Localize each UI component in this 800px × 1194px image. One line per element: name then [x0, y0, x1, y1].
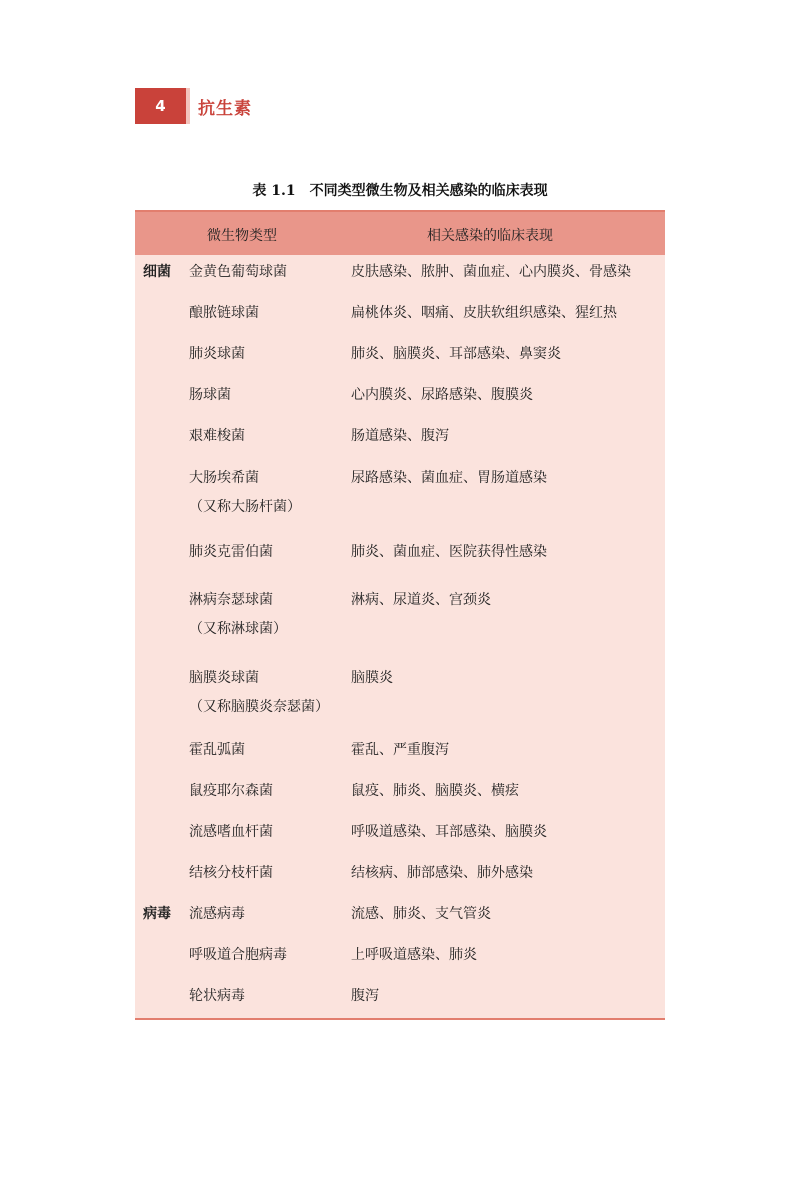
row-organism — [189, 941, 287, 970]
row-organism — [189, 538, 273, 567]
organism-alias-note: （又称脑膜炎奈瑟菌） — [189, 699, 329, 715]
organism-name: 鼠疫耶尔森菌 — [189, 783, 273, 799]
row-manifestations: 霍乱、严重腹泻 — [351, 742, 449, 758]
page-number-badge: 4 — [135, 88, 186, 124]
table-caption — [135, 180, 665, 200]
row-organism — [189, 818, 273, 847]
row-manifestations: 肠道感染、腹泻 — [351, 428, 449, 444]
row-category: 病毒 — [143, 906, 171, 922]
row-organism — [189, 340, 245, 369]
microbe-infection-table — [135, 210, 665, 1020]
organism-name: 酿脓链球菌 — [189, 305, 259, 321]
row-manifestations: 呼吸道感染、耳部感染、脑膜炎 — [351, 824, 547, 840]
row-organism — [189, 859, 273, 888]
row-manifestations: 脑膜炎 — [351, 670, 393, 686]
organism-name: 淋病奈瑟球菌 — [189, 592, 273, 608]
column-header-manifestations: 相关感染的临床表现 — [427, 228, 553, 244]
row-manifestations: 肺炎、脑膜炎、耳部感染、鼻窦炎 — [351, 346, 561, 362]
row-manifestations: 淋病、尿道炎、宫颈炎 — [351, 592, 491, 608]
organism-name: 金黄色葡萄球菌 — [189, 264, 287, 280]
organism-name: 呼吸道合胞病毒 — [189, 947, 287, 963]
column-header-microbe-type: 微生物类型 — [207, 228, 277, 244]
table-caption-number: 表 1.1 — [252, 183, 296, 199]
row-manifestations: 鼠疫、肺炎、脑膜炎、横痃 — [351, 783, 519, 799]
row-manifestations: 结核病、肺部感染、肺外感染 — [351, 865, 533, 881]
row-organism — [189, 299, 259, 328]
row-manifestations: 尿路感染、菌血症、胃肠道感染 — [351, 470, 547, 486]
row-organism — [189, 258, 287, 287]
row-manifestations: 皮肤感染、脓肿、菌血症、心内膜炎、骨感染 — [351, 264, 631, 280]
row-organism — [189, 664, 329, 722]
row-organism — [189, 736, 245, 765]
page-number-accent-bar — [186, 88, 190, 124]
row-organism — [189, 381, 231, 410]
row-manifestations: 心内膜炎、尿路感染、腹膜炎 — [351, 387, 533, 403]
organism-name: 艰难梭菌 — [189, 428, 245, 444]
organism-name: 脑膜炎球菌 — [189, 670, 259, 686]
organism-name: 流感病毒 — [189, 906, 245, 922]
organism-alias-note: （又称大肠杆菌） — [189, 499, 301, 515]
row-manifestations: 流感、肺炎、支气管炎 — [351, 906, 491, 922]
organism-name: 大肠埃希菌 — [189, 470, 259, 486]
row-category: 细菌 — [143, 264, 171, 280]
row-organism — [189, 422, 245, 451]
organism-name: 结核分枝杆菌 — [189, 865, 273, 881]
organism-name: 轮状病毒 — [189, 988, 245, 1004]
row-organism — [189, 982, 245, 1011]
row-organism — [189, 586, 287, 644]
organism-name: 霍乱弧菌 — [189, 742, 245, 758]
row-manifestations: 腹泻 — [351, 988, 379, 1004]
running-header-title: 抗生素 — [198, 99, 252, 119]
organism-name: 肠球菌 — [189, 387, 231, 403]
row-manifestations: 上呼吸道感染、肺炎 — [351, 947, 477, 963]
organism-name: 肺炎克雷伯菌 — [189, 544, 273, 560]
organism-alias-note: （又称淋球菌） — [189, 621, 287, 637]
row-organism — [189, 464, 301, 522]
table-caption-title: 不同类型微生物及相关感染的临床表现 — [309, 183, 548, 199]
table-header-row — [135, 212, 665, 255]
row-organism — [189, 900, 245, 929]
row-organism — [189, 777, 273, 806]
organism-name: 流感嗜血杆菌 — [189, 824, 273, 840]
organism-name: 肺炎球菌 — [189, 346, 245, 362]
row-manifestations: 扁桃体炎、咽痛、皮肤软组织感染、猩红热 — [351, 305, 617, 321]
row-manifestations: 肺炎、菌血症、医院获得性感染 — [351, 544, 547, 560]
